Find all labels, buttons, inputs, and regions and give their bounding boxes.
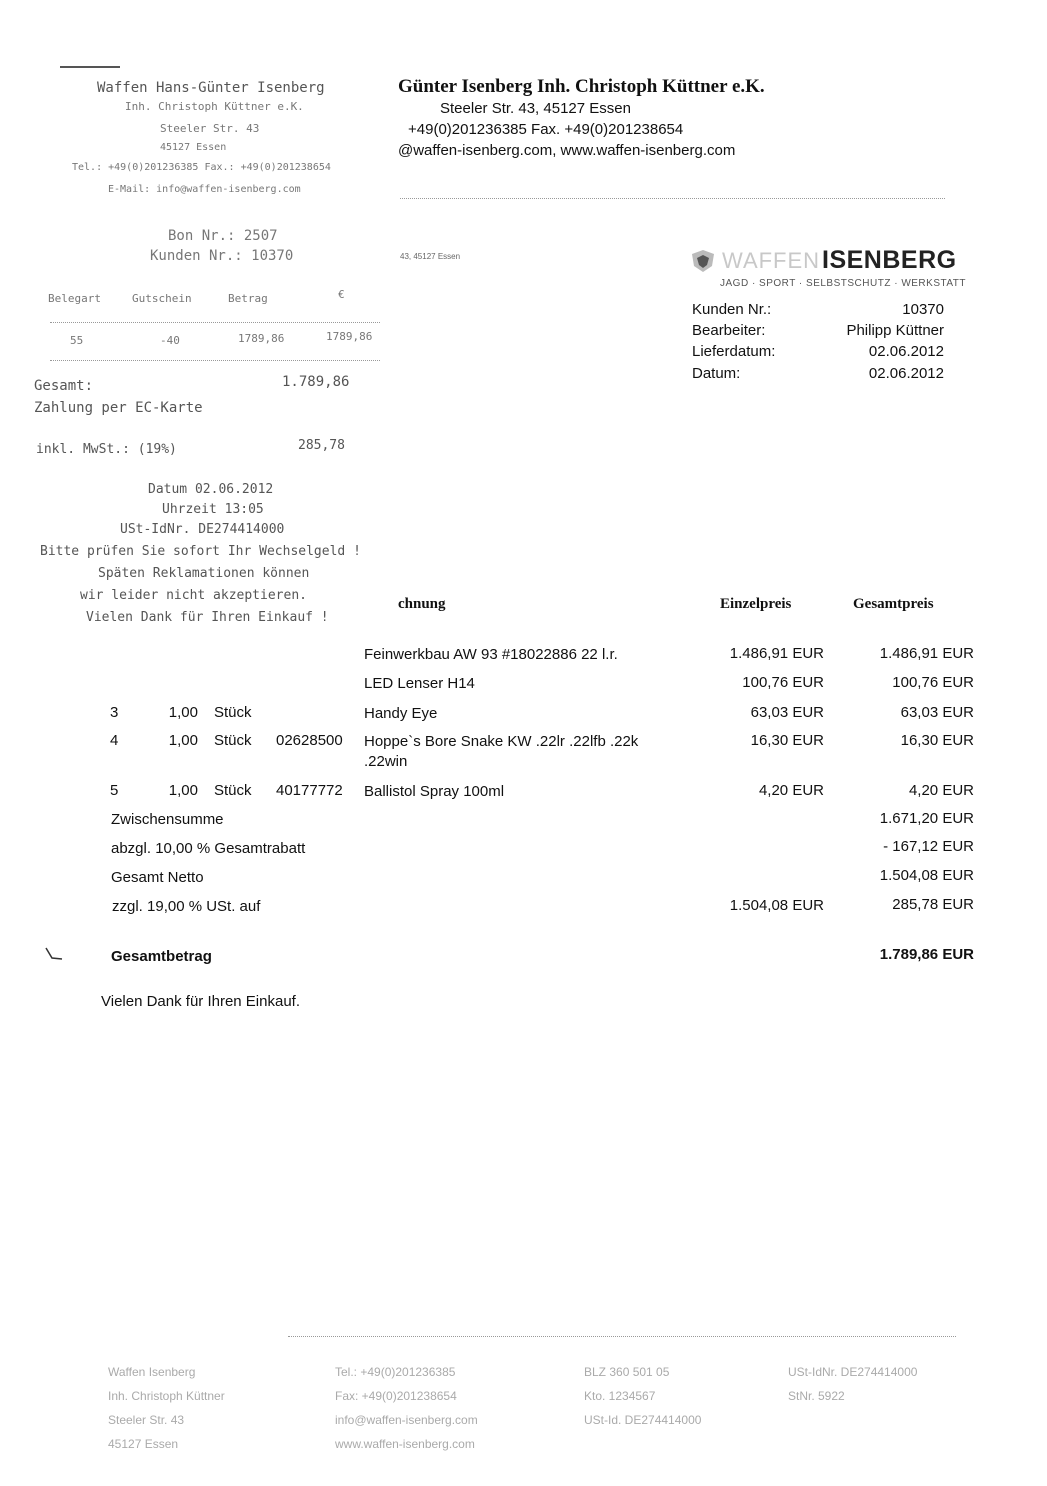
receipt-mwst-value: 285,78 (298, 438, 345, 453)
footer-line: USt-Id. DE274414000 (584, 1413, 702, 1427)
table-head-description: chnung (398, 596, 446, 612)
footer-line: info@waffen-isenberg.com (335, 1413, 478, 1427)
receipt-mark (60, 66, 120, 68)
receipt-ust: USt-IdNr. DE274414000 (120, 522, 285, 537)
row-description: LED Lenser H14 (364, 675, 475, 692)
company-address: Steeler Str. 43, 45127 Essen (440, 100, 631, 117)
header-divider (400, 198, 945, 199)
logo-subtitle: JAGD · SPORT · SELBSTSCHUTZ · WERKSTATT (720, 278, 966, 289)
receipt-line-b: -40 (160, 334, 180, 347)
receipt-divider-1 (50, 322, 380, 323)
row-unit-price: 4,20 EUR (758, 782, 824, 799)
row-unit-price: 63,03 EUR (750, 704, 824, 721)
footer-line: 45127 Essen (108, 1437, 179, 1451)
row-description: Ballistol Spray 100ml (364, 783, 505, 800)
receipt-city: 45127 Essen (160, 142, 227, 153)
meta-lieferdatum (692, 343, 944, 365)
net-total-label: Gesamt Netto (111, 869, 204, 886)
footer-line: Tel.: +49(0)201236385 (335, 1365, 456, 1379)
receipt-zahlung: Zahlung per EC-Karte (34, 400, 203, 416)
meta-kunden (692, 301, 944, 323)
footer-line: BLZ 360 501 05 (584, 1365, 670, 1379)
footer-line: Steeler Str. 43 (108, 1413, 185, 1427)
receipt-col2: Gutschein (132, 292, 192, 305)
receipt-mwst-label: inkl. MwSt.: (19%) (36, 442, 177, 457)
company-name: Günter Isenberg Inh. Christoph Küttner e.K. (398, 76, 765, 97)
discount-value: - 167,12 EUR (883, 838, 974, 855)
row-unit-price: 1.486,91 EUR (729, 645, 824, 662)
small-address: 43, 45127 Essen (400, 252, 461, 261)
receipt-msg1: Bitte prüfen Sie sofort Ihr Wechselgeld ! (40, 544, 361, 559)
footer-line: www.waffen-isenberg.com (335, 1437, 475, 1451)
meta-bearbeiter (692, 322, 944, 344)
footer-bank-col (584, 1360, 701, 1432)
subtotal-value: 1.671,20 EUR (879, 810, 974, 827)
receipt-col4: € (338, 288, 345, 301)
footer-tax-col (788, 1360, 917, 1408)
row-total-price: 4,20 EUR (908, 782, 974, 799)
receipt-msg3: wir leider nicht akzeptieren. (80, 588, 307, 603)
net-total-value: 1.504,08 EUR (879, 867, 974, 884)
receipt-street: Steeler Str. 43 (160, 122, 260, 135)
footer-line: USt-IdNr. DE274414000 (788, 1365, 918, 1379)
footer-divider (288, 1336, 956, 1337)
vat-base: 1.504,08 EUR (729, 897, 824, 914)
receipt-bon: Bon Nr.: 2507 (168, 228, 278, 244)
logo-faded-text: WAFFEN (722, 248, 821, 273)
receipt-email: E-Mail: info@waffen-isenberg.com (108, 184, 301, 195)
footer-line: Fax: +49(0)201238654 (335, 1389, 457, 1403)
meta-liefer-value: 02.06.2012 (868, 343, 944, 360)
row-position: 4 (110, 732, 119, 749)
footer-line: StNr. 5922 (788, 1389, 845, 1403)
receipt-overlay (0, 60, 395, 640)
receipt-uhrzeit: Uhrzeit 13:05 (162, 502, 264, 517)
row-description: Handy Eye (364, 705, 438, 722)
meta-kunden-label: Kunden Nr.: (692, 301, 772, 318)
row-total-price: 16,30 EUR (900, 732, 974, 749)
table-head-total-price: Gesamtpreis (853, 596, 934, 612)
receipt-kunden: Kunden Nr.: 10370 (150, 248, 294, 264)
receipt-divider-2 (50, 360, 380, 361)
grand-total-label: Gesamtbetrag (111, 948, 212, 965)
receipt-owner: Inh. Christoph Küttner e.K. (125, 100, 304, 113)
row-total-price: 100,76 EUR (892, 674, 974, 691)
logo-bold-text: ISENBERG (822, 246, 957, 274)
logo-emblem-icon (690, 248, 716, 274)
receipt-line-d: 1789,86 (326, 330, 373, 343)
meta-datum-label: Datum: (692, 365, 741, 382)
receipt-line-c: 1789,86 (238, 332, 285, 345)
row-position: 3 (110, 704, 119, 721)
row-description: Feinwerkbau AW 93 #18022886 22 l.r. (364, 646, 618, 663)
meta-bearbeiter-label: Bearbeiter: (692, 322, 766, 339)
receipt-datum: Datum 02.06.2012 (148, 482, 274, 497)
meta-datum-value: 02.06.2012 (868, 365, 944, 382)
row-description: Hoppe`s Bore Snake KW .22lr .22lfb .22k .22win (364, 733, 639, 770)
footer-company-col (108, 1360, 225, 1456)
grand-total-value: 1.789,86 EUR (879, 946, 974, 963)
receipt-line-a: 55 (70, 334, 84, 347)
receipt-gesamt-label: Gesamt: (34, 378, 94, 394)
receipt-msg2: Späten Reklamationen können (98, 566, 310, 581)
row-unit-price: 16,30 EUR (750, 732, 824, 749)
row-unit-price: 100,76 EUR (742, 674, 824, 691)
row-quantity: 1,00 (168, 732, 198, 749)
row-article-number: 40177772 (276, 782, 343, 799)
footer-contact-col (335, 1360, 478, 1456)
row-position: 5 (110, 782, 119, 799)
row-total-price: 1.486,91 EUR (879, 645, 974, 662)
footer-line: Waffen Isenberg (108, 1365, 196, 1379)
subtotal-label: Zwischensumme (111, 811, 224, 828)
receipt-msg4: Vielen Dank für Ihren Einkauf ! (86, 610, 329, 625)
row-unit: Stück (214, 782, 252, 799)
row-total-price: 63,03 EUR (900, 704, 974, 721)
footer-line: Kto. 1234567 (584, 1389, 656, 1403)
row-unit: Stück (214, 732, 252, 749)
receipt-col3: Betrag (228, 292, 268, 305)
vat-label: zzgl. 19,00 % USt. auf (112, 898, 261, 915)
row-article-number: 02628500 (276, 732, 343, 749)
meta-datum (692, 365, 944, 387)
thank-you-note: Vielen Dank für Ihren Einkauf. (101, 993, 301, 1010)
vat-value: 285,78 EUR (892, 896, 974, 913)
footer-line: Inh. Christoph Küttner (108, 1389, 225, 1403)
row-quantity: 1,00 (168, 704, 198, 721)
row-quantity: 1,00 (168, 782, 198, 799)
table-head-unit-price: Einzelpreis (720, 596, 792, 612)
receipt-gesamt-value: 1.789,86 (282, 374, 350, 390)
company-phone-fax: +49(0)201236385 Fax. +49(0)201238654 (408, 121, 684, 138)
meta-liefer-label: Lieferdatum: (692, 343, 776, 360)
company-logo (690, 246, 966, 294)
meta-bearbeiter-value: Philipp Küttner (846, 322, 944, 339)
check-mark-icon (44, 946, 64, 962)
receipt-col1: Belegart (48, 292, 101, 305)
receipt-shop: Waffen Hans-Günter Isenberg (97, 80, 325, 96)
company-web: @waffen-isenberg.com, www.waffen-isenberg.com (398, 142, 736, 159)
receipt-tel: Tel.: +49(0)201236385 Fax.: +49(0)201238654 (72, 162, 331, 173)
discount-label: abzgl. 10,00 % Gesamtrabatt (111, 840, 306, 857)
meta-kunden-value: 10370 (902, 301, 944, 318)
row-unit: Stück (214, 704, 252, 721)
